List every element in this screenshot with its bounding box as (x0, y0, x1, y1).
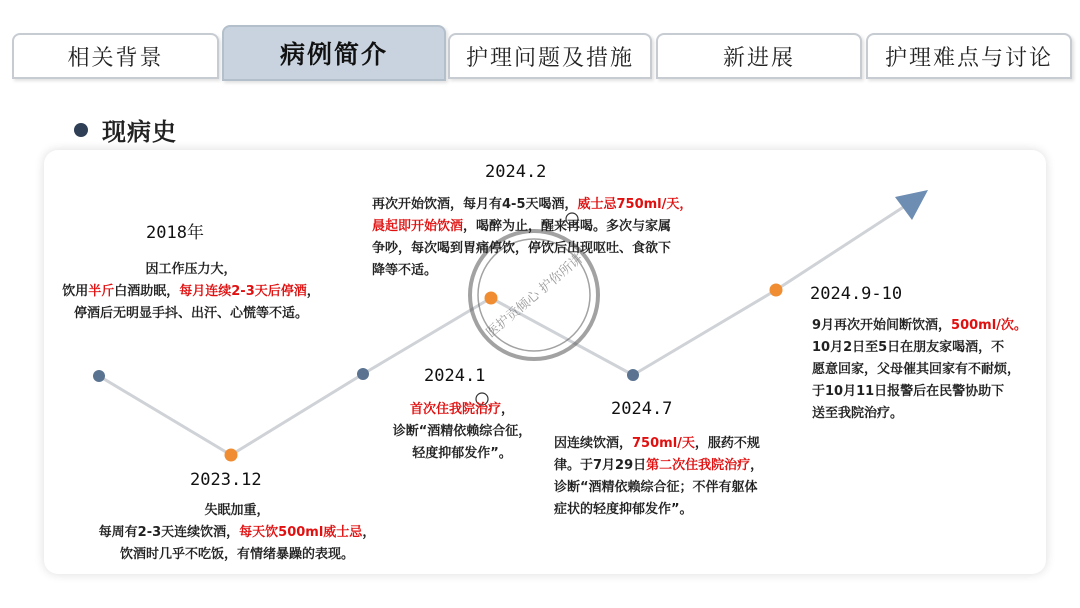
event-line (554, 433, 794, 455)
event-line: 争吵，每次喝到胃痛停饮，停饮后出现呕吐、食欲下 (372, 241, 672, 256)
event-line (362, 399, 562, 421)
text-span: 律。于7月29日 (554, 458, 647, 473)
event-line: 诊断“酒精依赖综合征， (392, 424, 532, 439)
event-line: 饮酒时几乎不吃饭，有情绪暴躁的表现。 (119, 547, 354, 562)
text-span: ， (362, 525, 376, 540)
event-line: 于10月11日报警后在民警协助下 (812, 384, 1005, 399)
date-2024-1: 2024.1 (424, 366, 486, 386)
timeline-arrow-icon (895, 190, 928, 220)
event-line: 诊断“酒精依赖综合征；不伴有躯体 (554, 480, 758, 495)
highlight-text: 威士忌750ml/天， (577, 197, 693, 212)
event-line (72, 522, 402, 544)
text-span: ， (306, 284, 320, 299)
highlight-text: 半斤 (88, 284, 115, 299)
highlight-text: 每天饮500ml威士忌 (239, 525, 363, 540)
event-line: 送至我院治疗。 (812, 406, 904, 421)
text-span: 再次开始饮酒，每月有4-5天喝酒， (372, 197, 578, 212)
event-line: 10月2日至5日在朋友家喝酒，不 (812, 340, 1005, 355)
highlight-text: 第二次住我院治疗 (646, 458, 751, 473)
date-2024-2: 2024.2 (485, 162, 547, 182)
event-line (372, 194, 732, 216)
tab-label: 护理难点与讨论 (884, 45, 1053, 71)
event-line: 失眠加重， (204, 503, 270, 518)
event-line (372, 216, 732, 238)
text-span: 每周有2-3天连续饮酒， (98, 525, 240, 540)
date-2018: 2018年 (146, 223, 204, 243)
event-line (554, 455, 794, 477)
event-line: 轻度抑郁发作”。 (412, 446, 512, 461)
highlight-text: 晨起即开始饮酒 (372, 219, 464, 234)
section-title: 现病史 (102, 118, 177, 146)
tab-label: 护理问题及措施 (465, 45, 634, 71)
highlight-text: 首次住我院治疗 (409, 402, 501, 417)
text-span: 白酒助眠， (114, 284, 180, 299)
tab-label: 相关背景 (67, 45, 164, 71)
date-2024-9-10: 2024.9-10 (810, 284, 903, 304)
node-2024-9-10 (770, 284, 783, 297)
text-span: ， (750, 458, 764, 473)
event-2024-2-text (372, 194, 732, 282)
highlight-text: 750ml/天 (632, 436, 695, 451)
text-span: ，服药不规 (694, 436, 760, 451)
date-2023-12: 2023.12 (190, 470, 262, 490)
event-2024-7-text (554, 433, 794, 521)
text-span: 9月再次开始间断饮酒， (812, 318, 952, 333)
event-2023-12-text (72, 500, 402, 566)
event-line: 症状的轻度抑郁发作”。 (554, 502, 693, 517)
event-line: 降等不适。 (372, 263, 438, 278)
highlight-text: 每月连续2-3天后停酒 (179, 284, 307, 299)
event-line: 因工作压力大， (145, 262, 237, 277)
event-2024-1-text (362, 399, 562, 465)
event-2018-text (26, 259, 356, 325)
date-2024-7: 2024.7 (611, 399, 673, 419)
tab-label: 病例简介 (279, 40, 388, 69)
event-2024-9-10-text (812, 315, 1044, 425)
node-2024-1 (357, 368, 369, 380)
node-2018 (93, 370, 105, 382)
text-span: 饮用 (62, 284, 89, 299)
text-span: ，喝醉为止，醒来再喝。多次与家属 (463, 219, 672, 234)
event-line (26, 281, 356, 303)
event-line: 愿意回家，父母催其回家有不耐烦， (812, 362, 1021, 377)
tab-label: 新进展 (722, 45, 795, 71)
node-2024-7 (627, 369, 639, 381)
event-line: 停酒后无明显手抖、出汗、心慌等不适。 (73, 306, 308, 321)
event-line (812, 315, 1044, 337)
highlight-text: 500ml/次。 (951, 318, 1027, 333)
node-2023-12 (225, 449, 238, 462)
watermark-text: 医护贡倾心 护你所讲 (483, 251, 587, 341)
text-span: 因连续饮酒， (554, 436, 633, 451)
text-span: ， (501, 402, 515, 417)
